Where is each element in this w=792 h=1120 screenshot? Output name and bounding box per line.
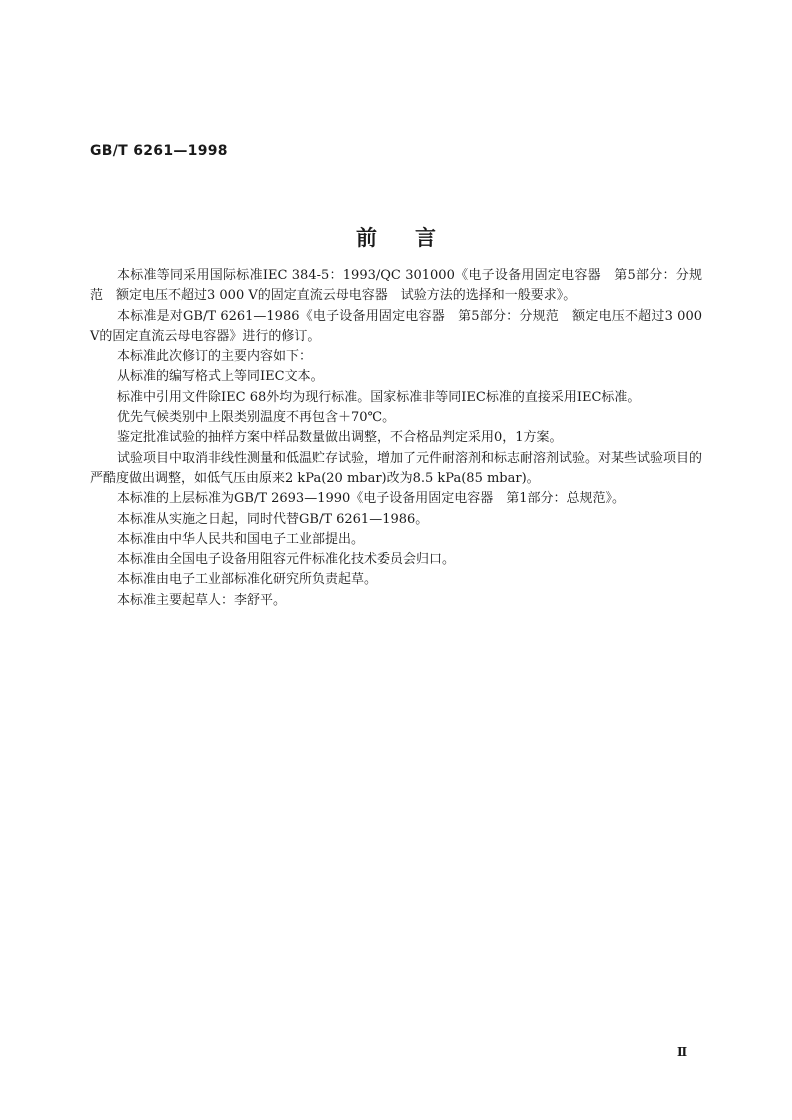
paragraph: 本标准主要起草人：李舒平。 (117, 592, 287, 608)
standard-number: GB/T 6261—1998 (90, 143, 228, 159)
paragraph: 本标准是对GB/T 6261—1986《电子设备用固定电容器 第5部分：分规范 额定电压不超过3 000 V的固定直流云母电容器》进行的修订。 (90, 308, 702, 344)
paragraph: 试验项目中取消非线性测量和低温贮存试验，增加了元件耐溶剂和标志耐溶剂试验。对某些试验项目的严酷度做出调整，如低气压由原来2 kPa(20 mbar)改为8.5 kPa(85 mbar)。 (90, 450, 703, 486)
paragraph: 本标准从实施之日起，同时代替GB/T 6261—1986。 (117, 511, 429, 527)
paragraph: 标准中引用文件除IEC 68外均为现行标准。国家标准非等同IEC标准的直接采用IEC标准。 (117, 389, 641, 405)
paragraph: 本标准由电子工业部标准化研究所负责起草。 (117, 572, 378, 588)
page-title: 前言 (356, 226, 474, 250)
paragraph: 本标准的上层标准为GB/T 2693—1990《电子设备用固定电容器 第1部分：总规范》。 (117, 491, 626, 507)
paragraph: 本标准此次修订的主要内容如下： (117, 349, 313, 365)
paragraph: 本标准等同采用国际标准IEC 384-5：1993/QC 301000《电子设备用固定电容器 第5部分：分规范 额定电压不超过3 000 V的固定直流云母电容器 试验方法的选择和一般要求》。 (90, 268, 702, 304)
paragraph: 本标准由中华人民共和国电子工业部提出。 (117, 531, 365, 547)
paragraph: 从标准的编写格式上等同IEC文本。 (117, 369, 324, 385)
paragraph: 鉴定批准试验的抽样方案中样品数量做出调整，不合格品判定采用0，1方案。 (117, 430, 563, 446)
paragraph: 本标准由全国电子设备用阻容元件标准化技术委员会归口。 (117, 552, 456, 568)
foreword-body (90, 266, 702, 611)
page-number: Ⅱ (677, 1045, 688, 1059)
paragraph: 优先气候类别中上限类别温度不再包含＋70℃。 (117, 410, 396, 426)
